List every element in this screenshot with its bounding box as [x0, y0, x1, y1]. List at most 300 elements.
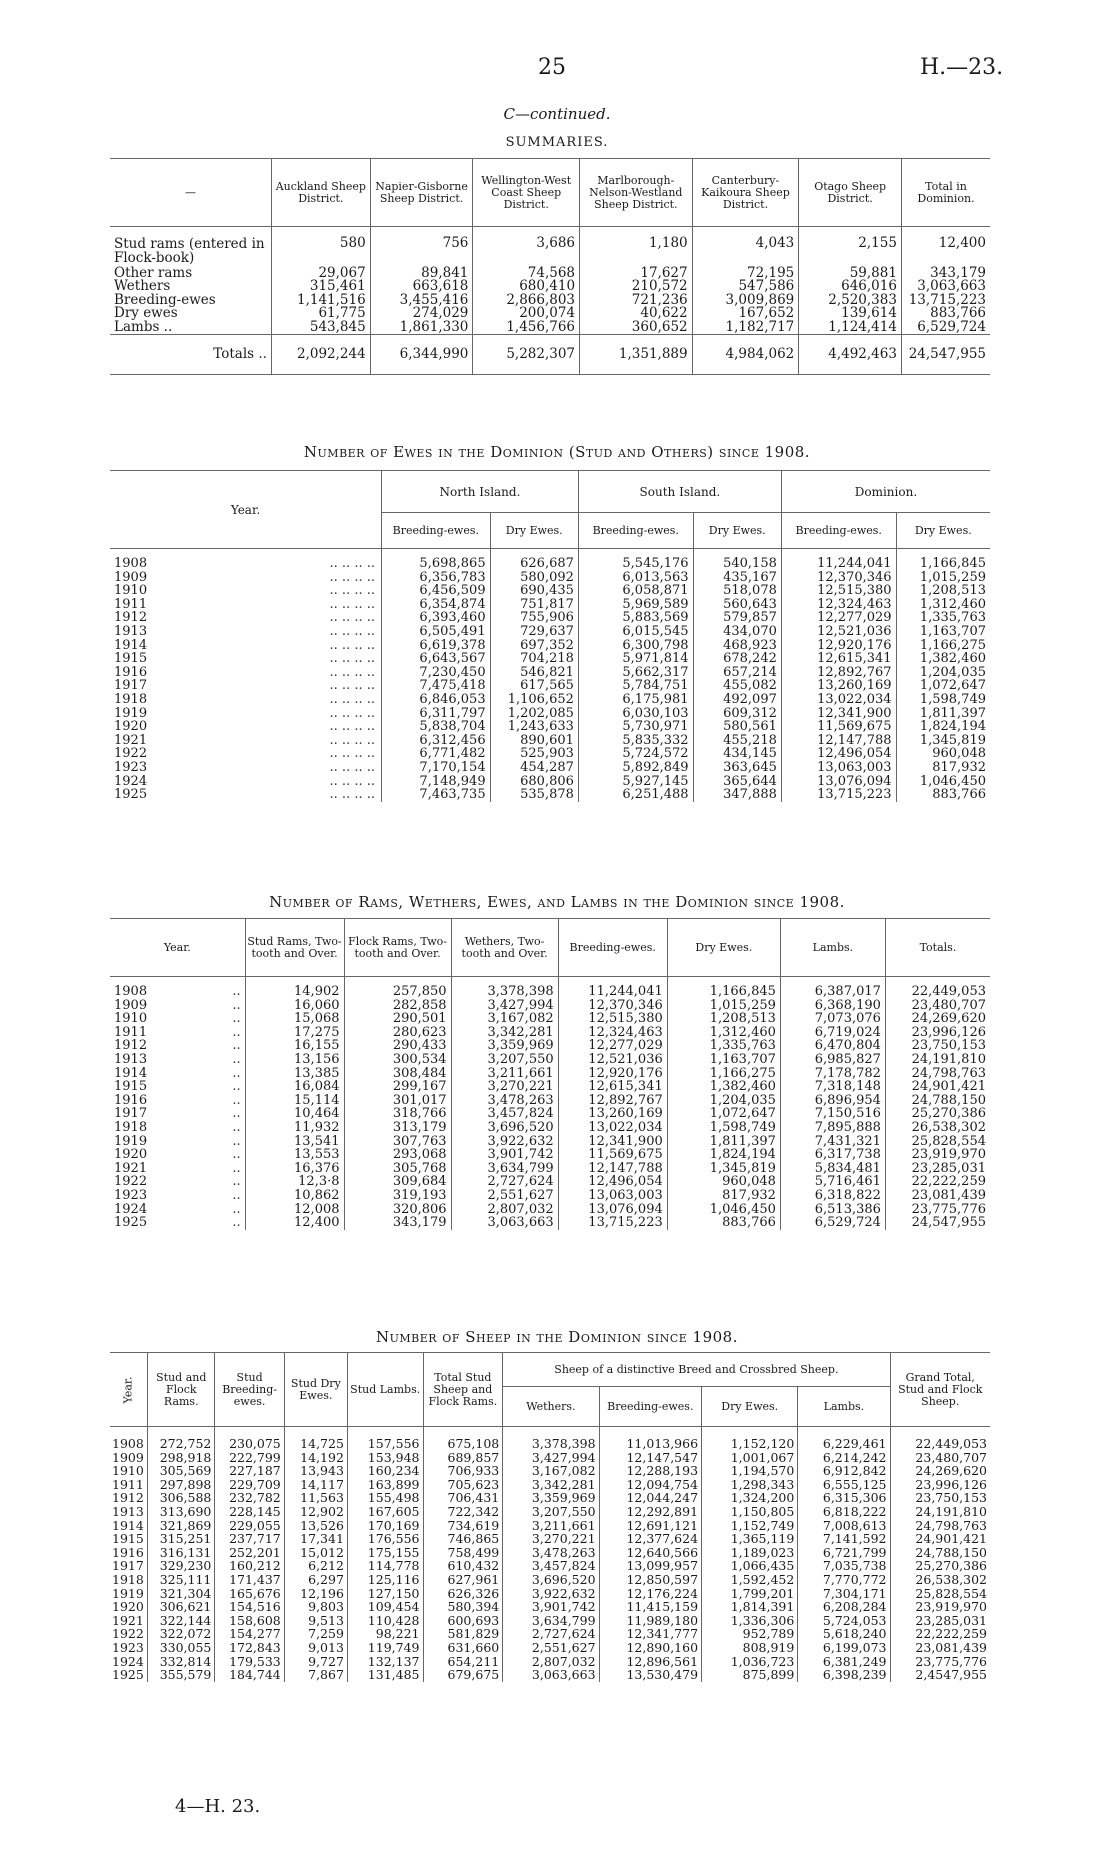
summaries-cell: 6,529,724 — [901, 321, 990, 335]
summaries-cell: 883,766 — [901, 307, 990, 321]
rams-cell: 1,046,450 — [667, 1203, 780, 1217]
rams-cell: 3,427,994 — [451, 999, 558, 1013]
ewes-cell: 13,715,223 — [781, 788, 896, 802]
rams-row — [110, 1148, 990, 1162]
rams-row — [110, 1039, 990, 1053]
ewes-leader-dots: .. .. .. .. — [329, 583, 375, 599]
rams-cell: 6,318,822 — [780, 1189, 885, 1203]
rams-cell: 13,553 — [245, 1148, 344, 1162]
rams-cell: 23,919,970 — [885, 1148, 990, 1162]
ewes-cell: 7,230,450 — [382, 666, 491, 680]
ewes-title-text: Number of Ewes in the Dominion (Stud and Others) since 1908. — [303, 443, 811, 461]
sheep-cell: 6,555,125 — [798, 1478, 890, 1492]
sheep-cell: 229,709 — [215, 1478, 284, 1492]
sheep-cell: 12,902 — [284, 1505, 347, 1519]
ewes-cell: 468,923 — [693, 639, 781, 653]
ewes-cell: 6,058,871 — [578, 584, 693, 598]
ewes-cell: 5,892,849 — [578, 761, 693, 775]
sheep-cell: 3,063,663 — [503, 1668, 599, 1682]
ewes-cell: 5,545,176 — [578, 549, 693, 571]
rams-cell: 313,179 — [344, 1121, 451, 1135]
ewes-cell: 5,883,569 — [578, 611, 693, 625]
rams-cell: 1,166,275 — [667, 1067, 780, 1081]
sheep-cell: 12,341,777 — [599, 1627, 702, 1641]
sheep-cell: 3,696,520 — [503, 1573, 599, 1587]
sheep-cell: 3,457,824 — [503, 1559, 599, 1573]
ewes-year-cell — [110, 598, 382, 612]
sheep-year-cell: 1910 — [112, 1463, 144, 1479]
sheep-cell: 1,336,306 — [702, 1614, 798, 1628]
rams-cell: 3,359,969 — [451, 1039, 558, 1053]
summaries-cell: 274,029 — [370, 307, 473, 321]
ewes-cell: 580,561 — [693, 720, 781, 734]
rams-cell: 1,166,845 — [667, 977, 780, 999]
ewes-row — [110, 666, 990, 680]
rams-cell: 308,484 — [344, 1067, 451, 1081]
rams-cell: 7,073,076 — [780, 1012, 885, 1026]
sheep-cell: 6,912,842 — [798, 1464, 890, 1478]
sheep-cell: 109,454 — [347, 1600, 423, 1614]
sheep-cell: 153,948 — [347, 1451, 423, 1465]
sheep-cell: 626,326 — [423, 1587, 503, 1601]
ewes-leader-dots: .. .. .. .. — [329, 610, 375, 626]
sheep-row — [110, 1627, 990, 1641]
sheep-row — [110, 1641, 990, 1655]
rams-year: 1910 — [114, 1011, 148, 1027]
ewes-cell: 5,724,572 — [578, 747, 693, 761]
rams-cell: 10,464 — [245, 1107, 344, 1121]
ewes-cell: 1,811,397 — [896, 707, 990, 721]
rams-cell: 23,775,776 — [885, 1203, 990, 1217]
ewes-cell: 580,092 — [490, 571, 578, 585]
sheep-cell: 321,869 — [148, 1519, 215, 1533]
rams-leader-dots: .. — [232, 984, 241, 999]
rams-col-header: Flock Rams, Two-tooth and Over. — [344, 919, 451, 977]
sheep-row — [110, 1559, 990, 1573]
rams-cell: 3,167,082 — [451, 1012, 558, 1026]
ewes-cell: 1,312,460 — [896, 598, 990, 612]
sheep-cell: 6,381,249 — [798, 1655, 890, 1669]
sheep-row — [110, 1573, 990, 1587]
sheep-cell: 12,176,224 — [599, 1587, 702, 1601]
rams-cell: 817,932 — [667, 1189, 780, 1203]
rams-row — [110, 1216, 990, 1230]
sheep-cell: 1,001,067 — [702, 1451, 798, 1465]
ewes-row — [110, 693, 990, 707]
rams-row — [110, 1175, 990, 1189]
sheep-year-cell: 1915 — [112, 1531, 144, 1547]
ewes-year-cell — [110, 549, 382, 571]
rams-cell: 11,932 — [245, 1121, 344, 1135]
sheep-year-cell: 1911 — [112, 1476, 144, 1492]
sheep-cell: 23,081,439 — [890, 1641, 990, 1655]
summaries-cell: 4,043 — [692, 227, 799, 267]
sheep-table — [110, 1352, 990, 1682]
sheep-year-cell: 1908 — [112, 1436, 144, 1451]
ewes-cell: 7,463,735 — [382, 788, 491, 802]
ewes-year-cell — [110, 611, 382, 625]
ewes-cell: 6,311,797 — [382, 707, 491, 721]
rams-cell: 15,114 — [245, 1094, 344, 1108]
rams-cell: 26,538,302 — [885, 1121, 990, 1135]
summaries-cell: 1,180 — [580, 227, 693, 267]
sheep-group-row — [110, 1353, 990, 1387]
ewes-leader-dots: .. .. .. .. — [329, 678, 375, 694]
sheep-cell: 237,717 — [215, 1532, 284, 1546]
rams-cell: 23,750,153 — [885, 1039, 990, 1053]
sheep-cell: 325,111 — [148, 1573, 215, 1587]
rams-cell: 24,788,150 — [885, 1094, 990, 1108]
ewes-cell: 12,277,029 — [781, 611, 896, 625]
rams-cell: 12,277,029 — [558, 1039, 667, 1053]
rams-leader-dots: .. — [232, 1174, 241, 1190]
ewes-row — [110, 611, 990, 625]
summaries-total-cell: 1,351,889 — [580, 335, 693, 375]
ewes-cell: 12,341,900 — [781, 707, 896, 721]
summaries-col-header: Wellington-West Coast Sheep District. — [473, 159, 580, 227]
ewes-leader-dots: .. .. .. .. — [329, 637, 375, 653]
ewes-row — [110, 625, 990, 639]
sheep-cell: 13,099,957 — [599, 1559, 702, 1573]
ewes-row — [110, 639, 990, 653]
sheep-year-cell: 1912 — [112, 1490, 144, 1506]
summaries-col-header: Marlborough-Nelson-Westland Sheep District. — [580, 159, 693, 227]
summaries-row — [110, 321, 990, 335]
sheep-cell: 9,013 — [284, 1641, 347, 1655]
rams-cell: 11,569,675 — [558, 1148, 667, 1162]
rams-year: 1924 — [114, 1201, 148, 1217]
sheep-cell: 12,196 — [284, 1587, 347, 1601]
sheep-cell: 1,298,343 — [702, 1478, 798, 1492]
ewes-leader-dots: .. .. .. .. — [329, 651, 375, 667]
sheep-cell: 13,943 — [284, 1464, 347, 1478]
rams-cell: 16,060 — [245, 999, 344, 1013]
rams-leader-dots: .. — [232, 1092, 241, 1108]
summaries-cell: 3,686 — [473, 227, 580, 267]
sheep-year-cell: 1916 — [112, 1544, 144, 1560]
sheep-cell: 581,829 — [423, 1627, 503, 1641]
summaries-total-cell: 24,547,955 — [901, 335, 990, 375]
sheep-cell: 114,778 — [347, 1559, 423, 1573]
ewes-cell: 680,806 — [490, 775, 578, 789]
sheep-year-label: Year. — [121, 1376, 135, 1403]
ewes-table — [110, 470, 990, 802]
sheep-cell: 1,365,119 — [702, 1532, 798, 1546]
rams-col-header: Lambs. — [780, 919, 885, 977]
ewes-year: 1909 — [114, 569, 148, 585]
rams-cell: 2,807,032 — [451, 1203, 558, 1217]
summaries-cell: 13,715,223 — [901, 294, 990, 308]
rams-row — [110, 1135, 990, 1149]
sheep-cell: 23,750,153 — [890, 1491, 990, 1505]
rams-leader-dots: .. — [232, 1160, 241, 1176]
sheep-cell: 23,480,707 — [890, 1451, 990, 1465]
ewes-year: 1919 — [114, 705, 148, 721]
rams-row — [110, 1080, 990, 1094]
sheep-cell: 163,899 — [347, 1478, 423, 1492]
sheep-cell: 132,137 — [347, 1655, 423, 1669]
sheep-cell: 24,269,620 — [890, 1464, 990, 1478]
rams-year-cell — [110, 1203, 245, 1217]
rams-row — [110, 1053, 990, 1067]
sheep-cell: 2,4547,955 — [890, 1668, 990, 1682]
summaries-cell: 200,074 — [473, 307, 580, 321]
rams-leader-dots: .. — [232, 1187, 241, 1203]
rams-cell: 6,529,724 — [780, 1216, 885, 1230]
sheep-cell: 5,724,053 — [798, 1614, 890, 1628]
rams-title-text: Number of Rams, Wethers, Ewes, and Lambs in the Dominion since 1908. — [269, 893, 845, 911]
sheep-cell: 580,394 — [423, 1600, 503, 1614]
ewes-cell: 1,106,652 — [490, 693, 578, 707]
ewes-cell: 1,204,035 — [896, 666, 990, 680]
rams-cell: 13,063,003 — [558, 1189, 667, 1203]
summaries-row-label: Other rams — [114, 264, 193, 281]
sheep-cell: 1,152,749 — [702, 1519, 798, 1533]
page-number: 25 — [538, 55, 566, 80]
ewes-cell: 5,698,865 — [382, 549, 491, 571]
rams-cell: 1,072,647 — [667, 1107, 780, 1121]
sheep-sub-header: Wethers. — [503, 1387, 599, 1427]
summaries-cell: 29,067 — [271, 267, 370, 281]
rams-cell: 7,895,888 — [780, 1121, 885, 1135]
sheep-cell: 9,803 — [284, 1600, 347, 1614]
rams-cell: 1,312,460 — [667, 1026, 780, 1040]
ewes-row — [110, 652, 990, 666]
ewes-cell: 755,906 — [490, 611, 578, 625]
sheep-year-header — [110, 1353, 148, 1427]
summaries-table — [110, 158, 990, 375]
ewes-cell: 1,598,749 — [896, 693, 990, 707]
rams-cell: 12,324,463 — [558, 1026, 667, 1040]
sheep-row — [110, 1427, 990, 1451]
rams-year-cell — [110, 1121, 245, 1135]
rams-year: 1918 — [114, 1119, 148, 1135]
rams-row — [110, 1162, 990, 1176]
summaries-row — [110, 227, 990, 267]
rams-cell: 3,207,550 — [451, 1053, 558, 1067]
sheep-cell: 11,415,159 — [599, 1600, 702, 1614]
ewes-cell: 6,456,509 — [382, 584, 491, 598]
summaries-total-cell: 2,092,244 — [271, 335, 370, 375]
ewes-year: 1917 — [114, 678, 148, 694]
rams-cell: 25,828,554 — [885, 1135, 990, 1149]
rams-cell: 1,015,259 — [667, 999, 780, 1013]
sheep-cell: 252,201 — [215, 1546, 284, 1560]
sheep-cell: 1,814,391 — [702, 1600, 798, 1614]
ewes-cell: 1,243,633 — [490, 720, 578, 734]
ewes-year-cell — [110, 788, 382, 802]
rams-year-cell — [110, 1175, 245, 1189]
ewes-group-header: South Island. — [578, 471, 781, 513]
rams-cell: 23,285,031 — [885, 1162, 990, 1176]
summaries-cell: 59,881 — [799, 267, 902, 281]
ewes-cell: 12,515,380 — [781, 584, 896, 598]
ewes-cell: 455,082 — [693, 679, 781, 693]
ewes-cell: 890,601 — [490, 734, 578, 748]
sheep-cell: 808,919 — [702, 1641, 798, 1655]
ewes-cell: 5,835,332 — [578, 734, 693, 748]
ewes-cell: 525,903 — [490, 747, 578, 761]
ewes-cell: 434,070 — [693, 625, 781, 639]
summaries-cell: 12,400 — [901, 227, 990, 267]
ewes-cell: 6,300,798 — [578, 639, 693, 653]
ewes-cell: 6,356,783 — [382, 571, 491, 585]
ewes-cell: 697,352 — [490, 639, 578, 653]
sheep-cell: 25,828,554 — [890, 1587, 990, 1601]
summaries-cell: 1,182,717 — [692, 321, 799, 335]
ewes-cell: 1,202,085 — [490, 707, 578, 721]
summaries-col-header: Auckland Sheep District. — [271, 159, 370, 227]
sheep-cell: 298,918 — [148, 1451, 215, 1465]
rams-cell: 3,922,632 — [451, 1135, 558, 1149]
ewes-cell: 617,565 — [490, 679, 578, 693]
ewes-cell: 546,821 — [490, 666, 578, 680]
ewes-cell: 540,158 — [693, 549, 781, 571]
summaries-cell: 547,586 — [692, 280, 799, 294]
rams-cell: 1,163,707 — [667, 1053, 780, 1067]
rams-cell: 23,081,439 — [885, 1189, 990, 1203]
rams-col-header: Stud Rams, Two-tooth and Over. — [245, 919, 344, 977]
sheep-cell: 7,141,592 — [798, 1532, 890, 1546]
sheep-cell: 6,229,461 — [798, 1427, 890, 1451]
rams-cell: 290,433 — [344, 1039, 451, 1053]
sheep-cell: 154,516 — [215, 1600, 284, 1614]
ewes-cell: 6,846,053 — [382, 693, 491, 707]
sheep-year-cell: 1925 — [112, 1667, 144, 1683]
ewes-leader-dots: .. .. .. .. — [329, 556, 375, 571]
ewes-sub-header: Breeding-ewes. — [382, 513, 491, 549]
rams-cell: 3,478,263 — [451, 1094, 558, 1108]
rams-cell: 24,547,955 — [885, 1216, 990, 1230]
sheep-cell: 3,901,742 — [503, 1600, 599, 1614]
sheep-cell: 11,989,180 — [599, 1614, 702, 1628]
sheep-row — [110, 1587, 990, 1601]
sheep-year-cell: 1924 — [112, 1653, 144, 1669]
ewes-cell: 6,251,488 — [578, 788, 693, 802]
ewes-cell: 492,097 — [693, 693, 781, 707]
sheep-cell: 22,222,259 — [890, 1627, 990, 1641]
ewes-sub-header: Dry Ewes. — [896, 513, 990, 549]
ewes-cell: 11,244,041 — [781, 549, 896, 571]
ewes-cell: 6,312,456 — [382, 734, 491, 748]
rams-cell: 5,834,481 — [780, 1162, 885, 1176]
rams-year: 1919 — [114, 1133, 148, 1149]
sheep-cell: 321,304 — [148, 1587, 215, 1601]
sheep-cell: 12,292,891 — [599, 1505, 702, 1519]
sheep-cell: 13,526 — [284, 1519, 347, 1533]
rams-cell: 12,370,346 — [558, 999, 667, 1013]
ewes-cell: 729,637 — [490, 625, 578, 639]
ewes-cell: 454,287 — [490, 761, 578, 775]
ewes-cell: 817,932 — [896, 761, 990, 775]
ewes-leader-dots: .. .. .. .. — [329, 787, 375, 803]
ewes-cell: 560,643 — [693, 598, 781, 612]
rams-year-cell — [110, 1148, 245, 1162]
ewes-cell: 12,324,463 — [781, 598, 896, 612]
ewes-cell: 6,030,103 — [578, 707, 693, 721]
summaries-cell: 1,141,516 — [271, 294, 370, 308]
sheep-cell: 232,782 — [215, 1491, 284, 1505]
rams-year-cell — [110, 1026, 245, 1040]
sheep-row — [110, 1464, 990, 1478]
rams-cell: 3,211,661 — [451, 1067, 558, 1081]
ewes-cell: 6,015,545 — [578, 625, 693, 639]
rams-cell: 290,501 — [344, 1012, 451, 1026]
rams-year-cell — [110, 1080, 245, 1094]
summaries-total-cell: 4,984,062 — [692, 335, 799, 375]
summaries-cell: 17,627 — [580, 267, 693, 281]
ewes-cell: 435,167 — [693, 571, 781, 585]
rams-year: 1914 — [114, 1065, 148, 1081]
rams-year: 1923 — [114, 1187, 148, 1203]
rams-leader-dots: .. — [232, 1065, 241, 1081]
ewes-year-cell — [110, 707, 382, 721]
sheep-cell: 23,919,970 — [890, 1600, 990, 1614]
sheep-cell: 22,449,053 — [890, 1427, 990, 1451]
rams-year-cell — [110, 1107, 245, 1121]
ewes-sub-header: Breeding-ewes. — [578, 513, 693, 549]
ewes-row — [110, 788, 990, 802]
ewes-cell: 13,076,094 — [781, 775, 896, 789]
sheep-cell: 689,857 — [423, 1451, 503, 1465]
rams-cell: 318,766 — [344, 1107, 451, 1121]
rams-year-cell — [110, 977, 245, 999]
ewes-cell: 678,242 — [693, 652, 781, 666]
rams-cell: 1,382,460 — [667, 1080, 780, 1094]
summaries-cell: 721,236 — [580, 294, 693, 308]
sheep-cell: 1,194,570 — [702, 1464, 798, 1478]
rams-cell: 15,068 — [245, 1012, 344, 1026]
rams-cell: 343,179 — [344, 1216, 451, 1230]
sheep-cell: 3,270,221 — [503, 1532, 599, 1546]
summaries-row-label: Stud rams (entered in Flock-book) — [114, 236, 265, 266]
sheep-year-cell: 1921 — [112, 1612, 144, 1628]
sheep-year-cell: 1909 — [112, 1449, 144, 1465]
sheep-cell: 6,214,242 — [798, 1451, 890, 1465]
summaries-cell: 2,866,803 — [473, 294, 580, 308]
sheep-cell: 272,752 — [148, 1427, 215, 1451]
ewes-cell: 1,345,819 — [896, 734, 990, 748]
sheep-cell: 1,150,805 — [702, 1505, 798, 1519]
sheep-cell: 3,478,263 — [503, 1546, 599, 1560]
ewes-cell: 626,687 — [490, 549, 578, 571]
sheep-cell: 184,744 — [215, 1668, 284, 1682]
ewes-cell: 751,817 — [490, 598, 578, 612]
sheep-cell: 3,634,799 — [503, 1614, 599, 1628]
sheep-cell: 332,814 — [148, 1655, 215, 1669]
sheep-cell: 227,187 — [215, 1464, 284, 1478]
sheep-cell: 2,807,032 — [503, 1655, 599, 1669]
rams-cell: 23,480,707 — [885, 999, 990, 1013]
rams-cell: 6,513,386 — [780, 1203, 885, 1217]
summaries-cell: 89,841 — [370, 267, 473, 281]
sheep-year-cell: 1914 — [112, 1517, 144, 1533]
ewes-cell: 657,214 — [693, 666, 781, 680]
rams-cell: 17,275 — [245, 1026, 344, 1040]
summaries-total-cell: 6,344,990 — [370, 335, 473, 375]
sheep-cell: 1,799,201 — [702, 1587, 798, 1601]
summaries-cell: 3,009,869 — [692, 294, 799, 308]
ewes-leader-dots: .. .. .. .. — [329, 569, 375, 585]
sheep-cell: 734,619 — [423, 1519, 503, 1533]
sheep-cell: 9,727 — [284, 1655, 347, 1669]
ewes-row — [110, 679, 990, 693]
sheep-cell: 158,608 — [215, 1614, 284, 1628]
sheep-cell: 6,721,799 — [798, 1546, 890, 1560]
ewes-year: 1908 — [114, 556, 148, 571]
ewes-cell: 12,496,054 — [781, 747, 896, 761]
sheep-cell: 175,155 — [347, 1546, 423, 1560]
